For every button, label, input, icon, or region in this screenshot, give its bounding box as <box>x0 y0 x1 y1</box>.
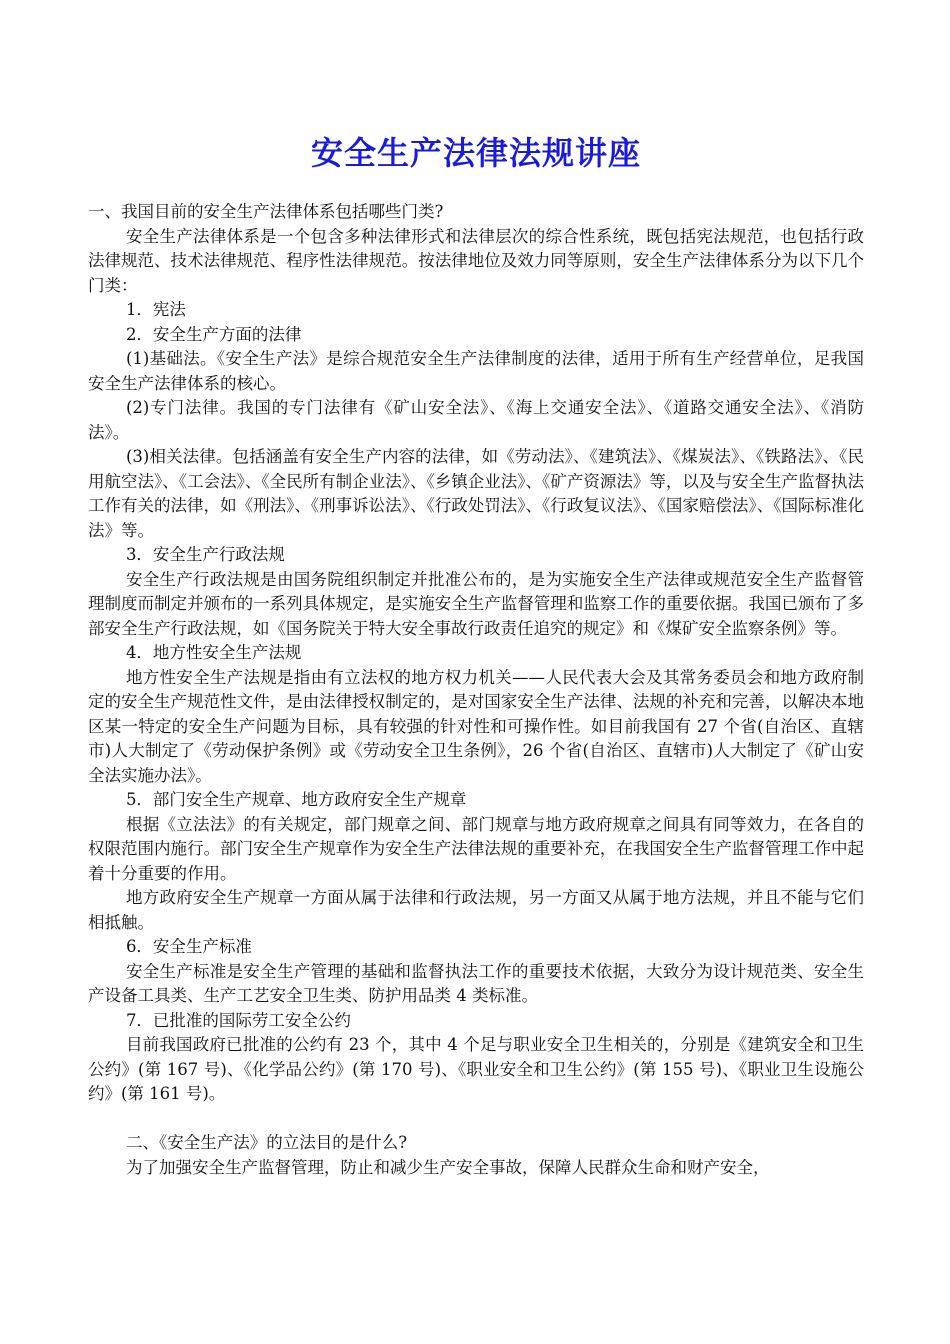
document-title: 安全生产法律法规讲座 <box>310 134 641 172</box>
section-heading-5: 5．部门安全生产规章、地方政府安全生产规章 <box>125 790 467 809</box>
paragraph: 地方政府安全生产规章一方面从属于法律和行政法规，另一方面又从属于地方法规，并且不能与它们相抵触。 <box>88 888 864 932</box>
paragraph: 安全生产法律体系是一个包含多种法律形式和法律层次的综合性系统，既包括宪法规范，也包括行政法律规范、技术法律规范、程序性法律规范。按法律地位及效力同等原则，安全生产法律体系分为以下几个门类： <box>88 226 864 295</box>
question-2: 二、《安全生产法》的立法目的是什么? <box>125 1133 408 1152</box>
paragraph: 为了加强安全生产监督管理，防止和减少生产安全事故，保障人民群众生命和财产安全， <box>125 1157 770 1177</box>
section-heading-1: 1．宪法 <box>125 300 186 319</box>
paragraph: 地方性安全生产法规是指由有立法权的地方权力机关——人民代表大会及其常务委员会和地方政府制定的安全生产规范性文件，是由法律授权制定的，是对国家安全生产法律、法规的补充和完善，以解决本地区某一特定的安全生产问题为目标，具有较强的针对性和可操作性。如目前我国有 27 个省(自治区、直辖市)人大制定了《劳动保护条例》或《劳动安全卫生条例》，26 个省(自治区、直辖市)人大制定了《矿山安全法实施办法》。 <box>88 667 864 785</box>
paragraph: (3)相关法律。包括涵盖有安全生产内容的法律，如《劳动法》、《建筑法》、《煤炭法》、《铁路法》、《民用航空法》、《工会法》、《全民所有制企业法》、《乡镇企业法》、《矿产资源法》等，以及与安全生产监督执法工作有关的法律，如《刑法》、《刑事诉讼法》、《行政处罚法》、《行政复议法》、《国家赔偿法》、《国际标准化法》等。 <box>88 447 864 540</box>
paragraph: (1)基础法。《安全生产法》是综合规范安全生产法律制度的法律，适用于所有生产经营单位，足我国安全生产法律体系的核心。 <box>88 349 864 393</box>
paragraph: (2)专门法律。我国的专门法律有《矿山安全法》、《海上交通安全法》、《道路交通安全法》、《消防法》。 <box>88 398 864 442</box>
section-heading-2: 2．安全生产方面的法律 <box>125 324 302 344</box>
blank-line <box>88 1107 864 1132</box>
section-heading-7: 7．已批准的国际劳工安全公约 <box>125 1010 351 1030</box>
document-page <box>88 128 864 1180</box>
section-heading-6: 6．安全生产标准 <box>125 937 252 956</box>
section-heading-4: 4．地方性安全生产法规 <box>125 643 302 662</box>
question-1: 一、我国目前的安全生产法律体系包括哪些门类? <box>88 202 444 221</box>
paragraph: 安全生产标准是安全生产管理的基础和监督执法工作的重要技术依据，大致分为设计规范类、安全生产设备工具类、生产工艺安全卫生类、防护用品类 4 类标准。 <box>88 961 864 1005</box>
paragraph: 安全生产行政法规是由国务院组织制定并批准公布的，是为实施安全生产法律或规范安全生产监督管理制度而制定并颁布的一系列具体规定，是实施安全生产监督管理和监察工作的重要依据。我国已颁布了多部安全生产行政法规，如《国务院关于特大安全事故行政责任追究的规定》和《煤矿安全监察条例》等。 <box>88 569 864 638</box>
section-heading-3: 3．安全生产行政法规 <box>125 545 285 564</box>
paragraph: 目前我国政府已批准的公约有 23 个，其中 4 个足与职业安全卫生相关的，分别是《建筑安全和卫生公约》(第 167 号)、《化学品公约》(第 170 号)、《职业安全和卫生公约》(第 155 号)、《职业卫生设施公约》(第 161 号)。 <box>88 1035 864 1103</box>
paragraph: 根据《立法法》的有关规定，部门规章之间、部门规章与地方政府规章之间具有同等效力，在各自的权限范围内施行。部门安全生产规章作为安全生产法律法规的重要补充，在我国安全生产监督管理工作中起着十分重要的作用。 <box>88 814 864 883</box>
